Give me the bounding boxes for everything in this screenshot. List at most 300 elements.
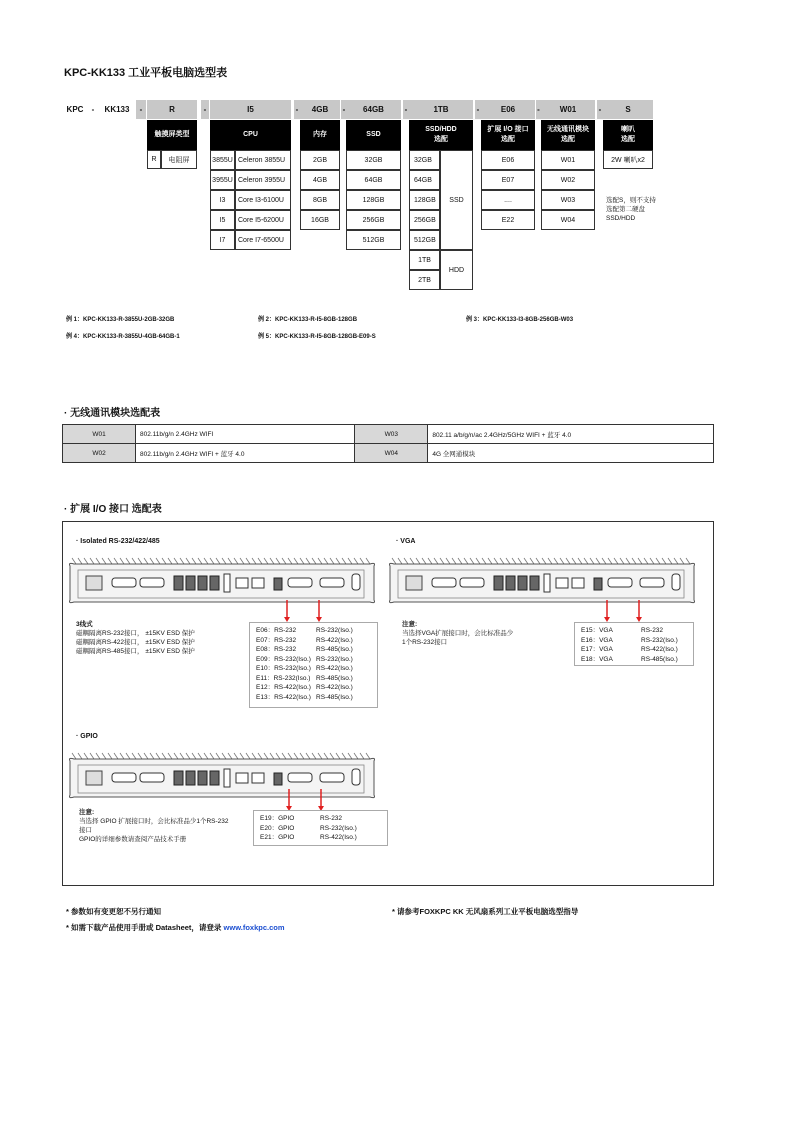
usb-port-icon [274,773,282,785]
speaker-item: 2W 喇叭x2 [603,150,653,169]
fin [258,558,262,564]
memory-option: 2GB [300,150,340,170]
wifi-header [541,120,595,150]
model-code-6: I5 [210,100,291,119]
fin [488,558,492,564]
expansion-port-icon [288,578,312,587]
fin [84,753,88,759]
model-code-18: S [603,100,653,119]
fin [330,753,334,759]
fin [222,558,226,564]
fin [626,558,630,564]
fin [348,753,352,759]
expansion-port-icon [640,578,664,587]
list-item-text: E10：RS-232(Iso.) [256,665,311,672]
touch-code: R [147,150,161,169]
cpu-name: Core I5-6200U [235,210,291,230]
lan-port-icon [556,578,568,588]
rs-notes [76,620,195,656]
gpio-note-3: GPIO的详细参数请查阅产品技术手册 [79,836,187,843]
fin [210,558,214,564]
fin [174,558,178,564]
fin [84,558,88,564]
fin [222,753,226,759]
gpio-note-2: 接口 [79,827,92,834]
model-code-16: W01 [541,100,595,119]
model-code-2: KK133 [104,105,130,114]
fin [192,558,196,564]
fin [620,558,624,564]
antenna-port-icon [352,574,360,590]
table-cell: 802.11 a/b/g/n/ac 2.4GHz/5GHz WIFI + 蓝牙 4.0 [428,425,714,444]
fin [590,558,594,564]
fin [464,558,468,564]
fin [156,558,160,564]
fin [132,753,136,759]
list-item-text: E11：RS-232(Iso.) [256,674,311,682]
serial-port-icon [140,773,164,782]
fin [102,753,106,759]
serial-port-icon [140,578,164,587]
usb-port-icon [186,576,195,590]
gpio-subtitle: · GPIO [76,733,98,740]
fin [282,558,286,564]
fin [482,558,486,564]
fin [186,753,190,759]
fin [560,558,564,564]
fin [78,558,82,564]
list-item-text: RS-232 [641,627,664,634]
cpu-code: 3955U [210,170,235,190]
speaker-header-l1: 喇叭 [621,126,635,133]
model-code-1: - [91,105,95,114]
power-connector-icon [406,576,422,590]
footer-note-2-text: * 如需下载产品使用手册或 Datasheet，请登录 [66,923,224,932]
fin [348,558,352,564]
lan-port-icon [252,773,264,783]
expansion-port-icon [288,773,312,782]
disk-hdd-option: 1TB [409,250,440,270]
fin [656,558,660,564]
fin [554,558,558,564]
list-item-text: RS-232(Iso.) [316,655,353,663]
list-item-text: RS-232(Iso.) [320,824,357,832]
list-item [256,693,371,703]
list-item-text: RS-485(Iso.) [316,646,353,653]
gpio-note-title: 注意: [79,809,95,816]
fin [240,558,244,564]
fin [548,558,552,564]
usb-port-icon [506,576,515,590]
list-item [256,626,371,636]
ssd-option: 128GB [346,190,401,210]
fin [234,558,238,564]
cpu-code: I5 [210,210,235,230]
list-item-text: E13：RS-422(Iso.) [256,693,311,701]
list-item [256,636,371,646]
io-section-title: · 扩展 I/O 接口 选配表 [64,504,162,515]
fin [204,753,208,759]
fin [596,558,600,564]
lan-port-icon [572,578,584,588]
fin [126,558,130,564]
hdmi-port-icon [224,574,230,592]
list-item [256,664,371,674]
fin [198,753,202,759]
fin [168,753,172,759]
fin [264,558,268,564]
fin [614,558,618,564]
fin [138,753,142,759]
fin [336,558,340,564]
list-item [256,683,371,693]
touch-header: 触摸屏类型 [147,120,197,150]
io-header-l1: 扩展 I/O 接口 [487,126,529,133]
fin [294,753,298,759]
fin [476,558,480,564]
model-code-15: - [536,100,541,119]
disk-ssd-option: 32GB [409,150,440,170]
usb-port-icon [530,576,539,590]
fin [114,753,118,759]
fin [228,558,232,564]
fin [434,558,438,564]
cpu-code: I3 [210,190,235,210]
list-item [256,655,371,665]
fin [632,558,636,564]
usb-port-icon [494,576,503,590]
power-connector-icon [86,576,102,590]
list-item-text: E20：GPIO [260,824,295,832]
ssd-option: 64GB [346,170,401,190]
fin [228,753,232,759]
fin [512,558,516,564]
list-item-text: RS-422(Iso.) [316,684,353,691]
fin [270,558,274,564]
fin [572,558,576,564]
example-1: 例 1：KPC-KK133-R-3855U-2GB-32GB [66,317,175,323]
disk-hdd-label: HDD [440,250,473,290]
device-vga-panel [384,552,704,612]
fin [422,558,426,564]
list-item [256,674,371,684]
fin [162,753,166,759]
fin [354,753,358,759]
disk-hdd-option: 2TB [409,270,440,290]
usb-port-icon [594,578,602,590]
model-code-7: - [294,100,300,119]
model-code-8: 4GB [300,100,340,119]
memory-option: 16GB [300,210,340,230]
antenna-port-icon [672,574,680,590]
list-item-text: E12：RS-422(Iso.) [256,684,311,691]
fin [318,753,322,759]
list-item-text: E07：RS-232 [256,636,297,644]
fin [144,753,148,759]
fin [428,558,432,564]
fin [246,558,250,564]
fin [312,753,316,759]
rs-port-indicators [282,600,332,624]
fin [398,558,402,564]
wifi-option: W02 [541,170,595,190]
model-code-3: - [136,100,146,119]
model-code-11: - [403,100,409,119]
list-item [260,824,381,834]
io-option: .... [481,190,535,210]
table-cell: W02 [63,444,136,463]
disk-header-l1: SSD/HDD [425,126,457,133]
fin [452,558,456,564]
fin [210,753,214,759]
fin [404,558,408,564]
fin [360,558,364,564]
list-item-text: RS-485(Iso.) [316,674,353,682]
list-item [260,833,381,843]
fin [366,753,370,759]
list-item-text: E21：GPIO [260,834,295,841]
cpu-name: Core I7-6500U [235,230,291,250]
list-item-text: E18：VGA [581,655,613,663]
disk-ssd-option: 64GB [409,170,440,190]
model-code-17: - [597,100,603,119]
usb-port-icon [210,576,219,590]
fin [264,753,268,759]
fin [494,558,498,564]
footer-note-3: * 请参考FOXKPC KK 无风扇系列工业平板电脑选型指导 [392,907,579,916]
list-item-text: RS-232(Iso.) [316,627,353,634]
io-option: E06 [481,150,535,170]
lan-port-icon [236,773,248,783]
memory-header: 内存 [300,120,340,150]
list-item [260,814,381,824]
usb-port-icon [518,576,527,590]
wifi-section-title: · 无线通讯模块选配表 [64,408,161,419]
hdmi-port-icon [544,574,550,592]
fin [608,558,612,564]
speaker-header-l2: 选配 [621,136,635,143]
footer-note-1: * 参数如有变更恕不另行通知 [66,907,162,916]
fin [300,753,304,759]
serial-port-icon [432,578,456,587]
fin [518,558,522,564]
fin [90,753,94,759]
lan-port-icon [252,578,264,588]
wifi-option: W01 [541,150,595,170]
fin [102,558,106,564]
fin [192,753,196,759]
fin [120,558,124,564]
fin [416,558,420,564]
fin [470,558,474,564]
wifi-table [62,424,714,463]
list-item-text: E09：RS-232(Iso.) [256,655,311,663]
memory-option: 8GB [300,190,340,210]
fin [198,558,202,564]
list-item [581,626,687,636]
fin [324,753,328,759]
ssd-option: 32GB [346,150,401,170]
list-item-text: E06：RS-232 [256,627,297,634]
speaker-note: 选配S，则不支持选配第二硬盘SSD/HDD [606,197,656,222]
model-code-5: - [201,100,209,119]
example-4: 例 4：KPC-KK133-R-3855U-4GB-64GB-1 [66,334,180,340]
table-row [63,425,714,444]
device-rs-panel [64,552,384,612]
page-title: KPC-KK133 工业平板电脑选型表 [64,67,228,79]
fin [132,558,136,564]
fin [542,558,546,564]
wifi-option: W03 [541,190,595,210]
fin [336,753,340,759]
io-option: E07 [481,170,535,190]
list-item [581,636,687,646]
fin [276,753,280,759]
usb-port-icon [198,576,207,590]
fin [186,558,190,564]
list-item-text: E15：VGA [581,627,613,634]
model-code-4: R [147,100,197,119]
expansion-port-icon [320,578,344,587]
fin [150,753,154,759]
model-code-0: KPC [66,105,84,114]
list-item-text: E16：VGA [581,636,613,644]
gpio-note-1: 当选择 GPIO 扩展接口时，会比标准品少1个RS-232 [79,818,229,825]
model-code-9: - [341,100,347,119]
wifi-header-l2: 选配 [561,136,575,143]
list-item-text: RS-232(Iso.) [641,636,678,644]
vga-option-list [574,622,694,666]
fin [120,753,124,759]
usb-port-icon [274,578,282,590]
vga-note-title: 注意: [402,621,418,628]
footer-note-2 [66,922,285,933]
rs-subtitle: · Isolated RS-232/422/485 [76,538,160,545]
model-code-13: - [475,100,481,119]
power-connector-icon [86,771,102,785]
serial-port-icon [460,578,484,587]
disk-header-l2: 选配 [434,136,448,143]
fin [78,753,82,759]
lan-port-icon [236,578,248,588]
io-option: E22 [481,210,535,230]
fin [536,558,540,564]
list-item-text: E17：VGA [581,646,613,653]
serial-port-icon [112,773,136,782]
model-code-10: 64GB [346,100,401,119]
fin [662,558,666,564]
fin [318,558,322,564]
list-item-text: RS-485(Iso.) [641,655,678,663]
fin [366,558,370,564]
list-item-text: E08：RS-232 [256,646,297,653]
cpu-name: Celeron 3955U [235,170,291,190]
device-gpio-panel [64,747,384,807]
hdmi-port-icon [224,769,230,787]
fin [500,558,504,564]
fin [300,558,304,564]
fin [216,753,220,759]
usb-port-icon [174,771,183,785]
gpio-option-list [253,810,388,846]
disk-ssd-option: 128GB [409,190,440,210]
disk-ssd-option: 256GB [409,210,440,230]
vga-note-2: 1个RS-232接口 [402,639,448,646]
fin [216,558,220,564]
fin [680,558,684,564]
fin [108,753,112,759]
usb-port-icon [174,576,183,590]
fin [150,558,154,564]
vga-port-indicators [602,600,652,624]
table-cell: 4G 全网通模块 [428,444,714,463]
io-header [481,120,535,150]
wifi-option: W04 [541,210,595,230]
fin [288,753,292,759]
fin [252,753,256,759]
cpu-name: Celeron 3855U [235,150,291,170]
vga-note-1: 当选择VGA扩展接口时，会比标准品少 [402,630,514,637]
memory-option: 4GB [300,170,340,190]
vga-subtitle: · VGA [396,538,416,545]
cpu-code: 3855U [210,150,235,170]
fin [530,558,534,564]
list-item-text: RS-422(Iso.) [316,636,353,644]
list-item-text: RS-422(Iso.) [316,665,353,672]
fin [144,558,148,564]
fin [246,753,250,759]
fin [446,558,450,564]
fin [156,753,160,759]
fin [674,558,678,564]
list-item [581,655,687,665]
fin [96,753,100,759]
usb-port-icon [186,771,195,785]
wifi-header-l1: 无线通讯模块 [547,126,589,133]
list-item-text: RS-422(Iso.) [641,646,678,653]
fin [306,753,310,759]
model-code-12: 1TB [409,100,473,119]
fin [578,558,582,564]
fin [410,558,414,564]
table-row [63,444,714,463]
table-cell: 802.11b/g/n 2.4GHz WIFI [136,425,355,444]
fin [258,753,262,759]
fin [506,558,510,564]
fin [360,753,364,759]
fin [126,753,130,759]
rs-note-title: 3线式 [76,621,93,628]
fin [168,558,172,564]
fin [312,558,316,564]
fin [644,558,648,564]
cpu-header: CPU [210,120,291,150]
rs-option-list [249,622,378,708]
touch-name: 电阻屏 [161,150,197,169]
model-code-14: E06 [481,100,535,119]
list-item-text: RS-232 [320,815,343,822]
fin [138,558,142,564]
fin [686,558,690,564]
fin [440,558,444,564]
rs-note-1: 磁耦隔离RS-232接口， ±15KV ESD 保护 [76,630,195,637]
website-link[interactable]: www.foxkpc.com [223,923,285,932]
fin [180,558,184,564]
cpu-name: Core I3-6100U [235,190,291,210]
fin [162,558,166,564]
vga-notes [402,620,513,647]
fin [294,558,298,564]
